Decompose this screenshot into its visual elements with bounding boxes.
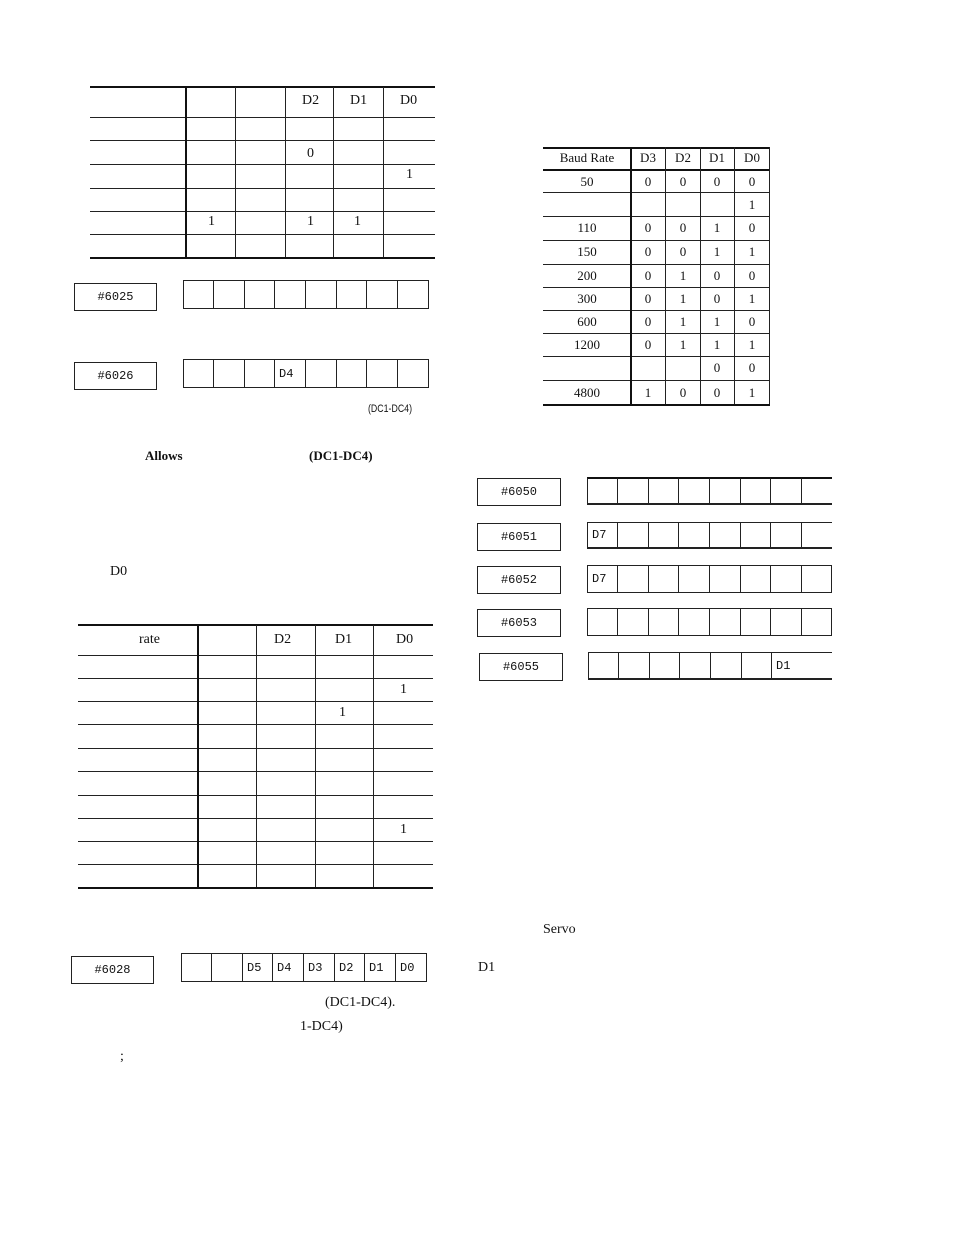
register-label-6053: #6053 xyxy=(477,609,561,637)
baud-bit-cell: 1 xyxy=(748,291,756,306)
register-bits-6052 xyxy=(587,565,832,593)
header-d1: D1 xyxy=(350,93,368,108)
baud-bit-cell: 1 xyxy=(748,385,756,400)
baud-bit-cell: 0 xyxy=(748,220,756,235)
baud-rate-cell: 600 xyxy=(577,314,597,329)
register-bits-6028 xyxy=(181,953,427,982)
register-bits-6026 xyxy=(183,359,429,388)
text-dc-a: (DC1-DC4). xyxy=(325,995,396,1010)
bit-d4: D4 xyxy=(274,359,305,388)
bit-d1: D1 xyxy=(364,953,395,982)
bit-d7: D7 xyxy=(587,522,617,548)
table-cell: 1 xyxy=(339,705,346,720)
baud-bit-cell: 0 xyxy=(644,268,652,283)
baud-bit-cell: 0 xyxy=(713,385,721,400)
baud-bit-cell: 1 xyxy=(644,385,652,400)
baud-rate-cell: 300 xyxy=(577,291,597,306)
register-bits-6025 xyxy=(183,280,429,309)
text-semicolon: ; xyxy=(120,1049,124,1064)
table-cell: 1 xyxy=(400,682,407,697)
header-d1: D1 xyxy=(335,632,353,647)
baud-rate-cell: 4800 xyxy=(574,385,600,400)
baud-bit-cell: 0 xyxy=(748,174,756,189)
register-label-6025: #6025 xyxy=(74,283,157,311)
register-label-6055: #6055 xyxy=(479,653,563,681)
text-dc: (DC1-DC4) xyxy=(309,448,373,463)
baud-bit-cell: 1 xyxy=(713,244,721,259)
header-d0: D0 xyxy=(400,93,418,108)
text-dc-b: 1-DC4) xyxy=(300,1019,343,1034)
table-cell: 1 xyxy=(400,822,407,837)
baud-bit-cell: 0 xyxy=(713,268,721,283)
register-label-6026: #6026 xyxy=(74,362,157,390)
baud-bit-cell: 0 xyxy=(713,174,721,189)
baud-header-0: Baud Rate xyxy=(559,150,615,165)
baud-rate-cell: 150 xyxy=(577,244,597,259)
register-label-6052: #6052 xyxy=(477,566,561,594)
baud-bit-cell: 0 xyxy=(713,360,721,375)
text-allows: Allows xyxy=(145,448,183,463)
baud-bit-cell: 0 xyxy=(748,314,756,329)
register-label-6051: #6051 xyxy=(477,523,561,551)
text-servo: Servo xyxy=(543,922,576,937)
bit-d0: D0 xyxy=(395,953,427,982)
register-bits-6051 xyxy=(587,522,832,549)
baud-bit-cell: 0 xyxy=(644,337,652,352)
baud-bit-cell: 0 xyxy=(679,220,687,235)
header-rate: rate xyxy=(139,632,160,647)
baud-bit-cell: 0 xyxy=(748,360,756,375)
baud-bit-cell: 1 xyxy=(679,291,687,306)
baud-bit-cell: 1 xyxy=(713,314,721,329)
baud-bit-cell: 1 xyxy=(748,197,756,212)
baud-bit-cell: 0 xyxy=(644,244,652,259)
baud-bit-cell: 0 xyxy=(679,244,687,259)
baud-rate-cell: 110 xyxy=(577,220,597,235)
bit-d7: D7 xyxy=(587,565,617,593)
baud-bit-cell: 1 xyxy=(713,337,721,352)
text-d0: D0 xyxy=(110,564,128,579)
baud-header-1: D3 xyxy=(640,150,656,165)
bit-d5: D5 xyxy=(242,953,272,982)
baud-header-2: D2 xyxy=(675,150,691,165)
bit-d1: D1 xyxy=(771,652,832,679)
header-d2: D2 xyxy=(274,632,292,647)
baud-bit-cell: 1 xyxy=(748,337,756,352)
note-dc: (DC1-DC4) xyxy=(368,403,412,415)
baud-bit-cell: 0 xyxy=(644,220,652,235)
baud-bit-cell: 1 xyxy=(679,337,687,352)
baud-bit-cell: 1 xyxy=(748,244,756,259)
table-cell: 1 xyxy=(307,214,314,229)
baud-bit-cell: 0 xyxy=(644,291,652,306)
register-bits-6055 xyxy=(588,652,832,680)
baud-rate-cell: 1200 xyxy=(574,337,600,352)
table-cell: 1 xyxy=(406,167,413,182)
register-bits-6053 xyxy=(587,608,832,636)
baud-rate-cell: 200 xyxy=(577,268,597,283)
register-label-6028: #6028 xyxy=(71,956,154,984)
header-d0: D0 xyxy=(396,632,414,647)
bit-d2: D2 xyxy=(334,953,364,982)
baud-rate-cell: 50 xyxy=(580,174,594,189)
baud-bit-cell: 0 xyxy=(644,174,652,189)
bit-d3: D3 xyxy=(303,953,334,982)
text-d1: D1 xyxy=(478,960,496,975)
baud-header-4: D0 xyxy=(744,150,760,165)
register-label-6050: #6050 xyxy=(477,478,561,506)
baud-bit-cell: 0 xyxy=(679,174,687,189)
baud-bit-cell: 1 xyxy=(713,220,721,235)
baud-bit-cell: 0 xyxy=(679,385,687,400)
table-cell: 1 xyxy=(208,214,215,229)
bit-d4: D4 xyxy=(272,953,303,982)
baud-bit-cell: 0 xyxy=(748,268,756,283)
baud-bit-cell: 0 xyxy=(713,291,721,306)
register-bits-6050 xyxy=(587,477,832,505)
baud-header-3: D1 xyxy=(709,150,725,165)
table-cell: 0 xyxy=(307,146,314,161)
baud-bit-cell: 1 xyxy=(679,268,687,283)
header-d2: D2 xyxy=(302,93,320,108)
table-cell: 1 xyxy=(354,214,361,229)
baud-bit-cell: 1 xyxy=(679,314,687,329)
baud-bit-cell: 0 xyxy=(644,314,652,329)
